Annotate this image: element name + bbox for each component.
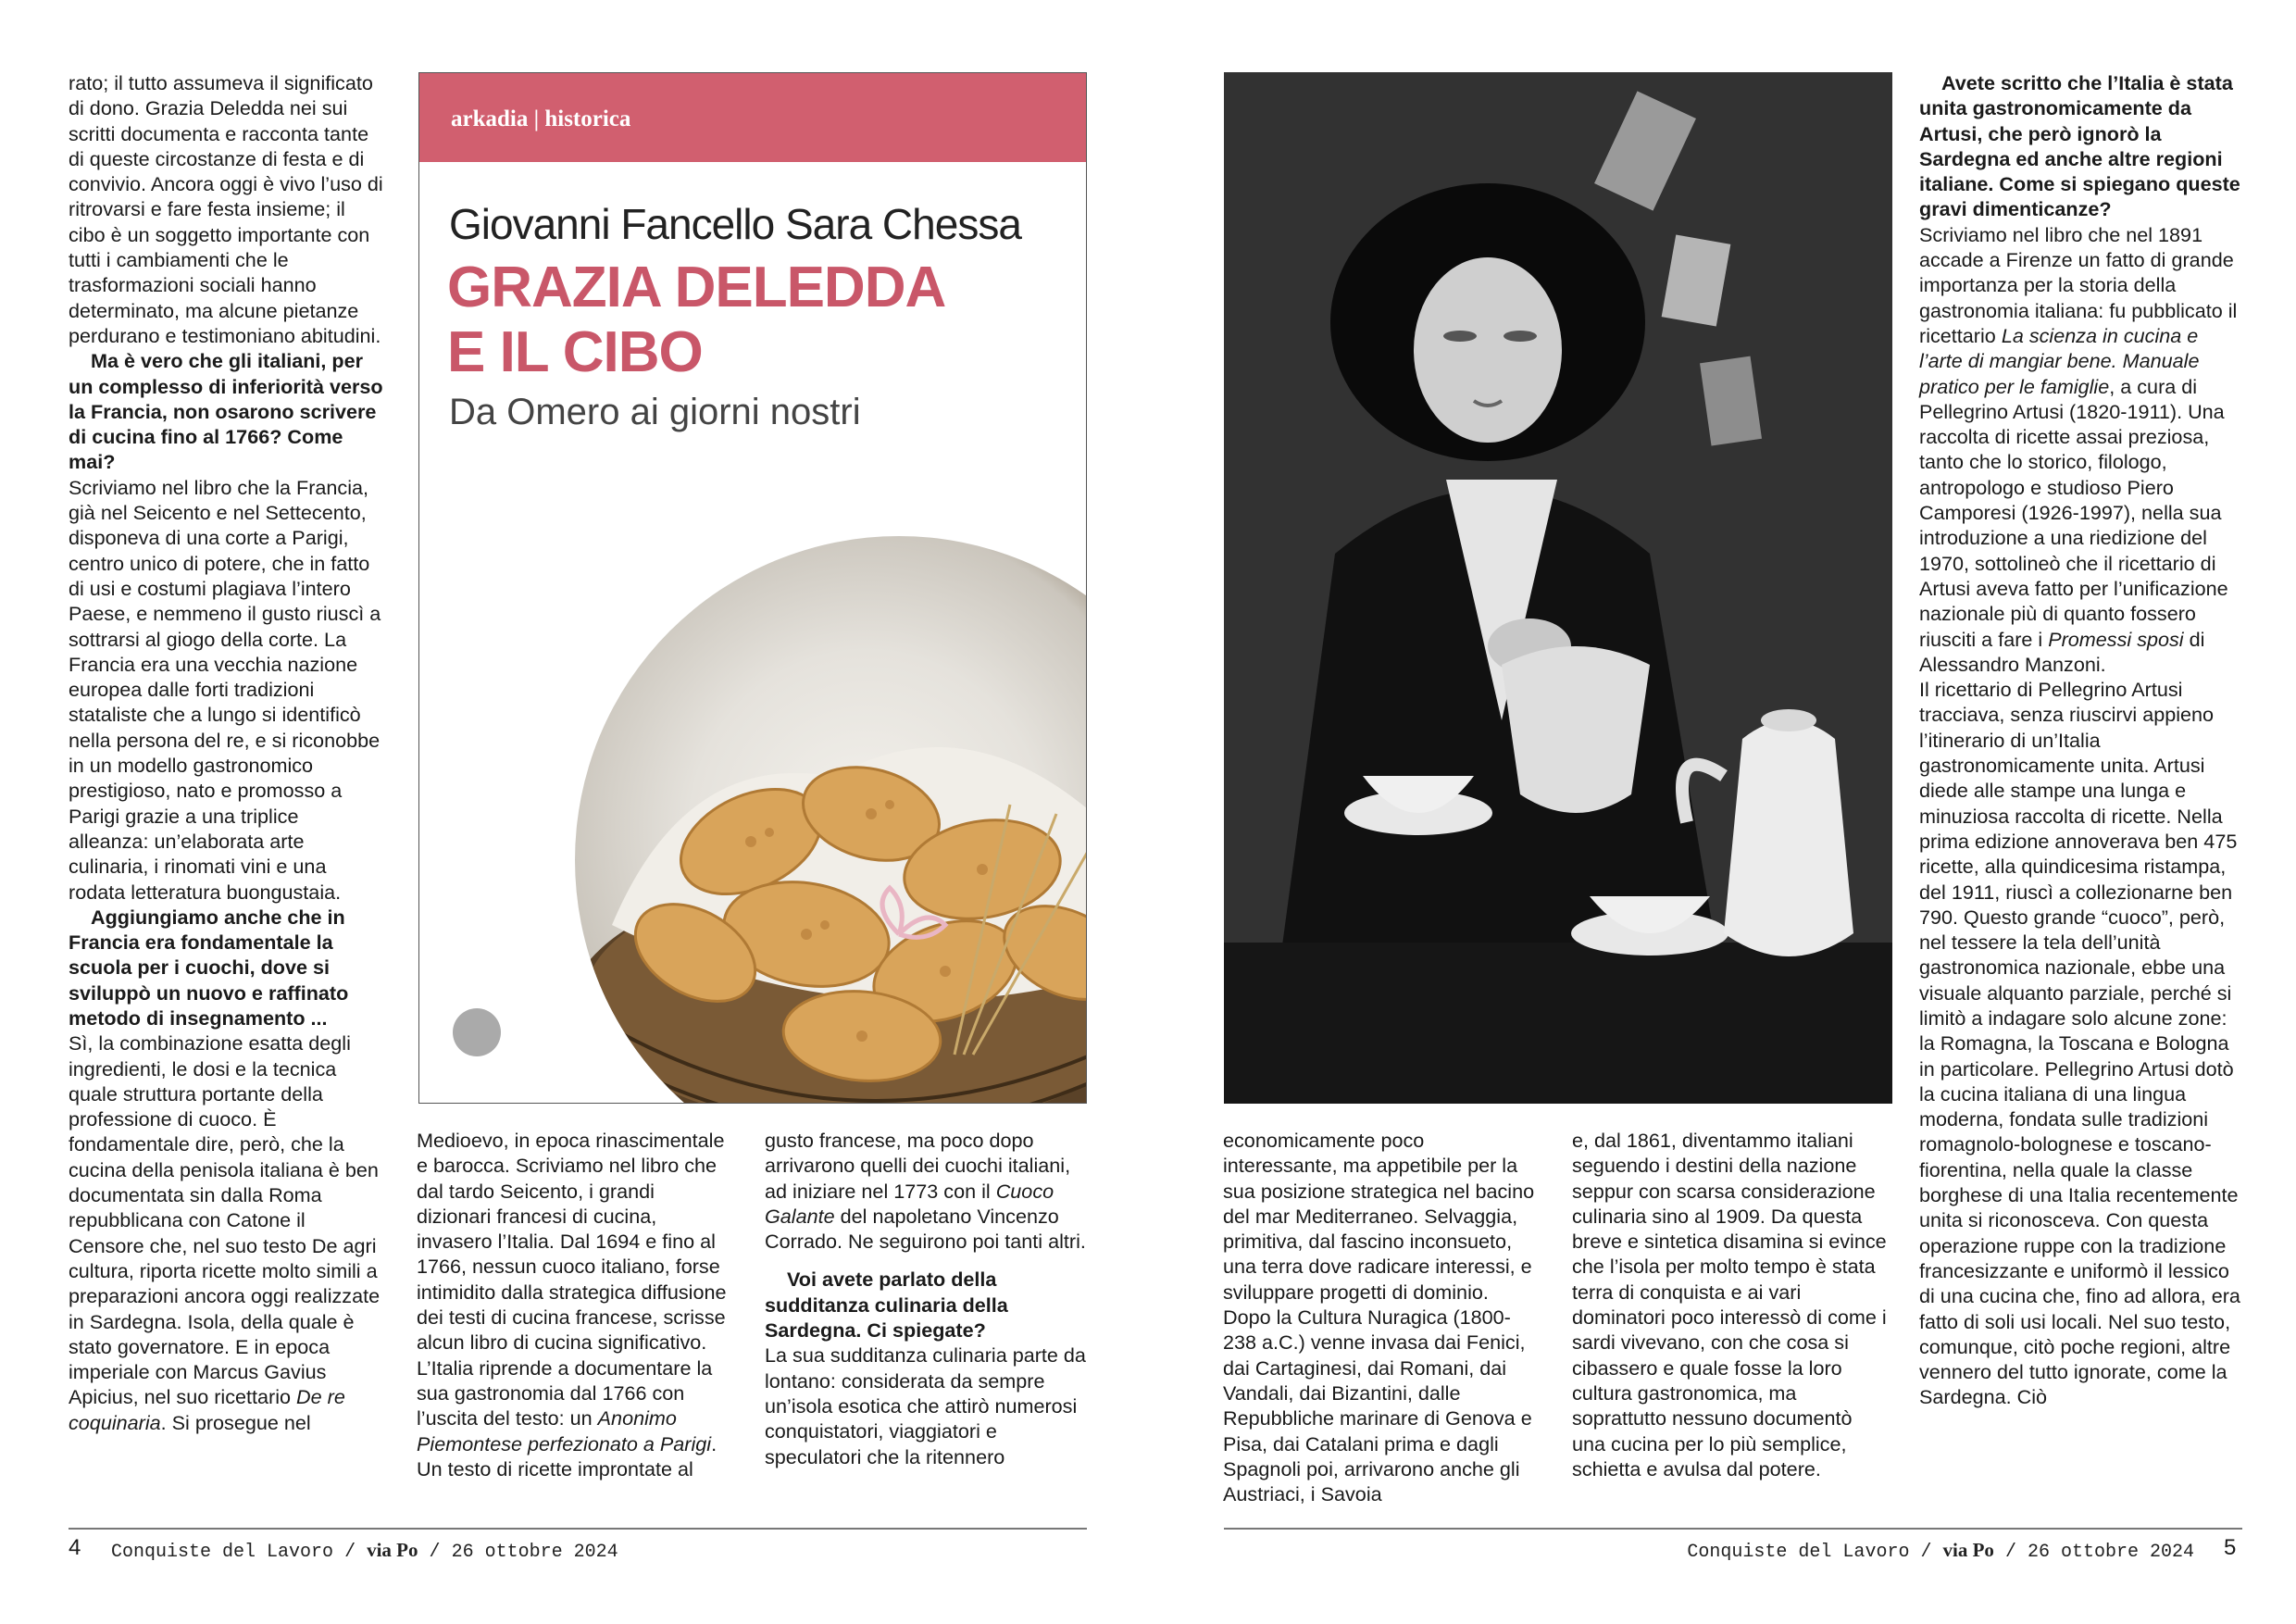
- paragraph-text: di Alessandro Manzoni.: [1919, 627, 2205, 676]
- cover-header-band: [419, 73, 1086, 162]
- paragraph-text: , a cura di Pellegrino Artusi (1820-1911). Una raccolta di ricette assai preziosa, tanto che lo storico, filologo, antropologo e studioso Piero Camporesi (1926-1997), nella sua introduzione a una riedizione del 1970, sottolineò che il ricettario di Artusi aveva fatto per l’unificazione nazionale più di quanto fossero riusciti a fare i: [1919, 374, 2228, 651]
- interview-question: Ma è vero che gli italiani, per un complesso di inferiorità verso la Francia, non osarono scrivere di cucina fino al 1766? Come mai?: [69, 349, 383, 474]
- bread-basket-illustration: [575, 536, 1087, 1104]
- paragraph: e, dal 1861, diventammo italiani seguendo i destini della nazione seppur con scarsa considerazione culinaria sino al 1909. Da questa breve e sintetica disamina si evince che l’isola per molto tempo è stata terra di conquista e ai vari dominatori poco interessò di come i sardi vivevano, con che cosa si cibassero e quale fosse la loro cultura gastronomica, ma soprattutto nessuno documentò una cucina per lo più semplice, schietta e avulsa dal potere.: [1572, 1129, 1887, 1480]
- paragraph-text: . Si prosegue nel: [160, 1410, 311, 1434]
- article-column-1: [69, 70, 383, 1435]
- cover-subtitle: Da Omero ai giorni nostri: [449, 392, 861, 432]
- article-column-4: [1223, 1128, 1538, 1506]
- footer-section: via Po: [367, 1539, 418, 1561]
- footer-separator: /: [344, 1542, 356, 1563]
- page-number: 4: [69, 1535, 81, 1560]
- footer-section: via Po: [1942, 1539, 1994, 1561]
- cover-authors: Giovanni Fancello Sara Chessa: [449, 200, 1021, 248]
- book-title: De re coquinaria: [69, 1385, 345, 1434]
- footer-rule: [1224, 1528, 2242, 1530]
- cover-title-line-2: E IL CIBO: [447, 320, 703, 384]
- woman-with-coffee-cups-photo: [1224, 72, 1892, 1104]
- article-column-6: [1919, 70, 2243, 1410]
- footer-publication: Conquiste del Lavoro: [1687, 1542, 1910, 1563]
- book-title: La scienza in cucina e l’arte di mangiar bene. Manuale pratico per le famiglie: [1919, 323, 2200, 398]
- paragraph: [417, 1128, 731, 1481]
- paragraph: Il ricettario di Pellegrino Artusi tracciava, senza riuscirvi appieno l’itinerario di un’Italia gastronomicamente unita. Artusi diede alle stampe una lunga e minuziosa raccolta di ricette. Nella prima edizione annoverava ben 475 ricette, alla quindicesima ristampa, del 1911, riuscì a collezionarne ben 790. Questo grande “cuoco”, però, nel tessere la tela dell’unità gastronomica nazionale, ebbe una visuale alquanto parziale, perché si limitò a indagare solo alcune zone: la Romagna, la Toscana e Bologna in particolare. Pellegrino Artusi dotò la cucina italiana di una lingua moderna, fondata sulle tradizioni romagnolo-bolognese e toscano-fiorentina, nella quale la classe borghese di una Italia recentemente unita si riconosceva. Con questa operazione ruppe con la tradizione francesizzante e uniformò il lessico di una cucina che, fino ad allora, era fatto di soli usi locali. Nel suo testo, comunque, citò poche regioni, altre vennero del tutto ignorate, come la Sardegna. Ciò: [1919, 678, 2240, 1409]
- footer-rule: [69, 1528, 1087, 1530]
- paragraph: [1919, 222, 2243, 677]
- cover-series: arkadia | historica: [451, 106, 631, 131]
- footer-separator: /: [2004, 1542, 2016, 1563]
- paragraph: economicamente poco interessante, ma appetibile per la sua posizione strategica nel bacino del mar Mediterraneo. Selvaggia, primitiva, dal fascino inconsueto, una terra dove radicare interessi, e sviluppare progetti di dominio. Dopo la Cultura Nuragica (1800-238 a.C.) venne invasa dai Fenici, dai Cartaginesi, dai Romani, dai Vandali, dai Bizantini, dalle Repubbliche marinare di Genova e Pisa, dai Catalani prima e dagli Spagnoli poi, arrivarono anche gli Austriaci, i Savoia: [1223, 1129, 1535, 1506]
- book-title: Cuoco Galante: [765, 1179, 1054, 1228]
- book-title: Anonimo Piemontese perfezionato a Parigi: [417, 1406, 712, 1455]
- paragraph: [765, 1128, 1089, 1254]
- page-footer: [1687, 1539, 2194, 1563]
- footer-publication: Conquiste del Lavoro: [111, 1542, 334, 1563]
- paragraph: La sua sudditanza culinaria parte da lontano: considerata da sempre un’isola esotica che attirò numerosi conquistatori, viaggiatori e speculatori che la ritennero: [765, 1343, 1086, 1468]
- page-number: 5: [2224, 1535, 2237, 1560]
- article-column-2: [417, 1128, 731, 1481]
- paragraph-text: . Un testo di ricette improntate al: [417, 1431, 718, 1480]
- interview-question: Aggiungiamo anche che in Francia era fondamentale la scuola per i cuochi, dove si sviluppò un nuovo e raffinato metodo di insegnamento ...: [69, 905, 349, 1030]
- bread-basket-photo: [575, 536, 1087, 1104]
- footer-date: 26 ottobre 2024: [451, 1542, 618, 1563]
- page-footer: [111, 1539, 618, 1563]
- book-cover: [418, 72, 1087, 1104]
- paragraph-text: Scriviamo nel libro che nel 1891 accade a Firenze un fatto di grande importanza per la storia della gastronomia italiana: fu pubblicato il ricettario: [1919, 222, 2238, 347]
- paragraph-text: del napoletano Vincenzo Corrado. Ne seguirono poi tanti altri.: [765, 1204, 1086, 1254]
- paragraph: [69, 1031, 383, 1435]
- footer-separator: /: [429, 1542, 441, 1563]
- book-title: Promessi sposi: [2048, 627, 2184, 651]
- publisher-logo-icon: [453, 1008, 501, 1056]
- paragraph-text: Sì, la combinazione esatta degli ingredienti, le dosi e la tecnica quale struttura portante della professione di cuoco. È fondamentale dire, però, che la cucina della penisola italiana è ben documentata sin dalla Roma repubblicana con Catone il Censore che, nel suo testo De agri cultura, riporta ricette molto simili a preparazioni ancora oggi realizzate in Sardegna. Isola, della quale è stato governatore. E in epoca imperiale con Marcus Gavius Apicius, nel suo ricettario: [69, 1031, 381, 1409]
- interview-question: Voi avete parlato della sudditanza culinaria della Sardegna. Ci spiegate?: [765, 1268, 1008, 1343]
- interview-question: Avete scritto che l’Italia è stata unita gastronomicamente da Artusi, che però ignorò la Sardegna ed anche altre regioni italiane. Come si spiegano queste gravi dimenticanze?: [1919, 71, 2240, 221]
- paragraph: Scriviamo nel libro che la Francia, già nel Seicento e nel Settecento, disponeva di una corte a Parigi, centro unico di potere, che in fatto di usi e costumi plagiava l’intero Paese, e nemmeno il gusto riuscì a sottrarsi al giogo della corte. La Francia era una vecchia nazione europea dalle forti tradizioni stataliste che a lungo si identificò nella persona del re, e si riconobbe in un modello gastronomico prestigioso, nato e promosso a Parigi grazie a una triplice alleanza: un’elaborata arte culinaria, i rinomati vini e una rodata letteratura buongustaia.: [69, 475, 381, 904]
- cover-title-line-1: GRAZIA DELEDDA: [447, 256, 946, 319]
- historic-photo-illustration: [1224, 72, 1892, 1104]
- footer-separator: /: [1920, 1542, 1932, 1563]
- paragraph-text: gusto francese, ma poco dopo arrivarono quelli dei cuochi italiani, ad iniziare nel 1773 con il: [765, 1129, 1071, 1203]
- paragraph: rato; il tutto assumeva il significato di dono. Grazia Deledda nei sui scritti documenta e racconta tante di queste circostanze di festa e di convivio. Ancora oggi è vivo l’uso di ritrovarsi e fare festa insieme; il cibo è un soggetto importante con tutti i cambiamenti che le trasformazioni sociali hanno determinato, ma alcune pietanze perdurano e testimoniano abitudini.: [69, 71, 383, 347]
- article-column-3: [765, 1128, 1089, 1469]
- article-column-5: [1572, 1128, 1887, 1481]
- footer-date: 26 ottobre 2024: [2027, 1542, 2194, 1563]
- paragraph-text: Medioevo, in epoca rinascimentale e barocca. Scriviamo nel libro che dal tardo Seicento, i grandi dizionari francesi di cucina, invasero l’Italia. Dal 1694 e fino al 1766, nessun cuoco italiano, forse intimidito dalla strategica diffusione dei testi di cucina francese, scrisse alcun libro di cucina significativo. L’Italia riprende a documentare la sua gastronomia dal 1766 con l’uscita del testo: un: [417, 1129, 727, 1430]
